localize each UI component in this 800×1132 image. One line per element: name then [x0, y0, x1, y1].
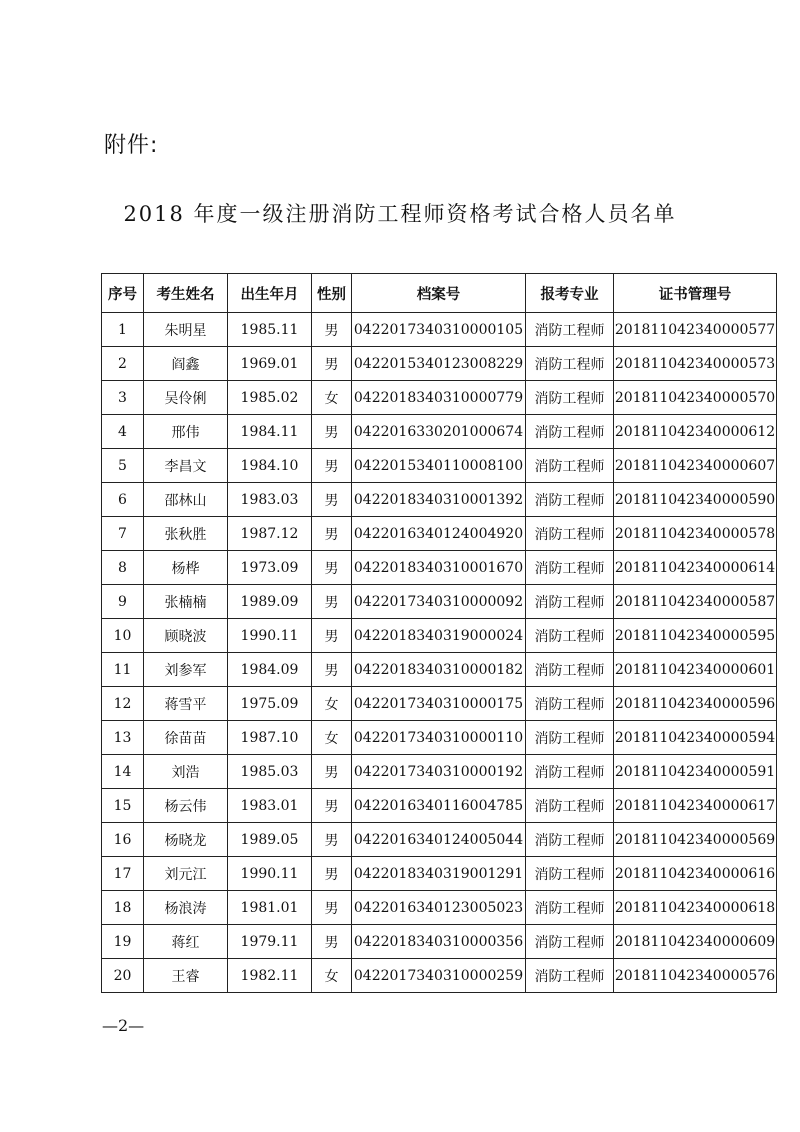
cell-index: 20 [102, 959, 144, 993]
cell-file-no: 0422017340310000259 [352, 959, 526, 993]
cell-gender: 男 [312, 619, 352, 653]
table-row [102, 551, 777, 585]
cell-cert-no: 201811042340000591 [614, 755, 777, 789]
cell-major: 消防工程师 [526, 415, 614, 449]
cell-major: 消防工程师 [526, 483, 614, 517]
attachment-label: 附件: [104, 133, 159, 158]
cell-birth: 1982.11 [228, 959, 312, 993]
cell-name: 阎鑫 [144, 347, 228, 381]
table-row [102, 721, 777, 755]
cell-gender: 男 [312, 823, 352, 857]
cell-major: 消防工程师 [526, 585, 614, 619]
cell-cert-no: 201811042340000617 [614, 789, 777, 823]
col-header-file-no: 档案号 [352, 274, 526, 313]
cell-file-no: 0422016340124004920 [352, 517, 526, 551]
cell-cert-no: 201811042340000601 [614, 653, 777, 687]
cell-cert-no: 201811042340000570 [614, 381, 777, 415]
cell-index: 19 [102, 925, 144, 959]
cell-gender: 男 [312, 925, 352, 959]
cell-birth: 1990.11 [228, 857, 312, 891]
cell-birth: 1983.01 [228, 789, 312, 823]
table-row [102, 483, 777, 517]
table-row [102, 857, 777, 891]
cell-major: 消防工程师 [526, 823, 614, 857]
cell-name: 刘浩 [144, 755, 228, 789]
cell-gender: 男 [312, 415, 352, 449]
cell-name: 蒋红 [144, 925, 228, 959]
table-row [102, 823, 777, 857]
cell-gender: 男 [312, 449, 352, 483]
cell-name: 蒋雪平 [144, 687, 228, 721]
cell-cert-no: 201811042340000614 [614, 551, 777, 585]
cell-file-no: 0422015340110008100 [352, 449, 526, 483]
table-row [102, 585, 777, 619]
cell-name: 邢伟 [144, 415, 228, 449]
cell-birth: 1985.02 [228, 381, 312, 415]
table-header-row [102, 274, 777, 313]
cell-birth: 1985.03 [228, 755, 312, 789]
cell-gender: 男 [312, 347, 352, 381]
cell-index: 10 [102, 619, 144, 653]
cell-file-no: 0422018340310000779 [352, 381, 526, 415]
cell-index: 5 [102, 449, 144, 483]
col-header-index: 序号 [102, 274, 144, 313]
cell-file-no: 0422016340124005044 [352, 823, 526, 857]
table-row [102, 959, 777, 993]
cell-birth: 1979.11 [228, 925, 312, 959]
cell-major: 消防工程师 [526, 517, 614, 551]
cell-file-no: 0422018340310000356 [352, 925, 526, 959]
cell-cert-no: 201811042340000576 [614, 959, 777, 993]
table-row [102, 449, 777, 483]
cell-name: 李昌文 [144, 449, 228, 483]
cell-birth: 1990.11 [228, 619, 312, 653]
cell-major: 消防工程师 [526, 891, 614, 925]
cell-index: 16 [102, 823, 144, 857]
cell-file-no: 0422018340310001670 [352, 551, 526, 585]
table-row [102, 653, 777, 687]
cell-name: 杨云伟 [144, 789, 228, 823]
cell-major: 消防工程师 [526, 381, 614, 415]
cell-index: 14 [102, 755, 144, 789]
cell-birth: 1984.09 [228, 653, 312, 687]
col-header-name: 考生姓名 [144, 274, 228, 313]
cell-cert-no: 201811042340000618 [614, 891, 777, 925]
cell-cert-no: 201811042340000612 [614, 415, 777, 449]
cell-index: 8 [102, 551, 144, 585]
cell-major: 消防工程师 [526, 857, 614, 891]
document-title: 2018 年度一级注册消防工程师资格考试合格人员名单 [123, 202, 677, 226]
cell-birth: 1984.10 [228, 449, 312, 483]
cell-major: 消防工程师 [526, 789, 614, 823]
cell-index: 6 [102, 483, 144, 517]
cell-file-no: 0422016340116004785 [352, 789, 526, 823]
cell-gender: 男 [312, 857, 352, 891]
cell-gender: 男 [312, 891, 352, 925]
cell-birth: 1985.11 [228, 313, 312, 347]
cell-birth: 1987.12 [228, 517, 312, 551]
cell-index: 18 [102, 891, 144, 925]
cell-birth: 1969.01 [228, 347, 312, 381]
cell-name: 朱明星 [144, 313, 228, 347]
cell-cert-no: 201811042340000590 [614, 483, 777, 517]
cell-gender: 男 [312, 517, 352, 551]
col-header-major: 报考专业 [526, 274, 614, 313]
cell-major: 消防工程师 [526, 619, 614, 653]
cell-file-no: 0422017340310000092 [352, 585, 526, 619]
cell-birth: 1987.10 [228, 721, 312, 755]
cell-birth: 1989.05 [228, 823, 312, 857]
cell-major: 消防工程师 [526, 755, 614, 789]
cell-name: 张楠楠 [144, 585, 228, 619]
table-row [102, 619, 777, 653]
cell-index: 1 [102, 313, 144, 347]
qualified-personnel-table [101, 273, 777, 993]
cell-birth: 1983.03 [228, 483, 312, 517]
cell-index: 7 [102, 517, 144, 551]
cell-major: 消防工程师 [526, 551, 614, 585]
table-row [102, 755, 777, 789]
cell-name: 杨桦 [144, 551, 228, 585]
table-row [102, 347, 777, 381]
table-row [102, 517, 777, 551]
cell-major: 消防工程师 [526, 721, 614, 755]
cell-name: 吴伶俐 [144, 381, 228, 415]
cell-file-no: 0422017340310000192 [352, 755, 526, 789]
page-number: —2— [102, 1016, 145, 1035]
cell-gender: 男 [312, 483, 352, 517]
col-header-birth: 出生年月 [228, 274, 312, 313]
cell-gender: 女 [312, 959, 352, 993]
cell-index: 15 [102, 789, 144, 823]
col-header-gender: 性别 [312, 274, 352, 313]
cell-birth: 1984.11 [228, 415, 312, 449]
cell-file-no: 0422018340310001392 [352, 483, 526, 517]
cell-cert-no: 201811042340000573 [614, 347, 777, 381]
cell-name: 顾晓波 [144, 619, 228, 653]
cell-cert-no: 201811042340000607 [614, 449, 777, 483]
cell-gender: 男 [312, 789, 352, 823]
cell-gender: 女 [312, 687, 352, 721]
cell-cert-no: 201811042340000577 [614, 313, 777, 347]
cell-file-no: 0422015340123008229 [352, 347, 526, 381]
cell-gender: 女 [312, 381, 352, 415]
cell-birth: 1989.09 [228, 585, 312, 619]
cell-cert-no: 201811042340000587 [614, 585, 777, 619]
cell-name: 刘元江 [144, 857, 228, 891]
table-row [102, 891, 777, 925]
cell-index: 9 [102, 585, 144, 619]
cell-major: 消防工程师 [526, 449, 614, 483]
table-row [102, 687, 777, 721]
cell-major: 消防工程师 [526, 687, 614, 721]
cell-file-no: 0422017340310000105 [352, 313, 526, 347]
cell-file-no: 0422018340310000182 [352, 653, 526, 687]
cell-gender: 男 [312, 313, 352, 347]
cell-cert-no: 201811042340000595 [614, 619, 777, 653]
cell-cert-no: 201811042340000609 [614, 925, 777, 959]
cell-index: 13 [102, 721, 144, 755]
cell-index: 4 [102, 415, 144, 449]
col-header-cert-no: 证书管理号 [614, 274, 777, 313]
cell-gender: 男 [312, 585, 352, 619]
cell-major: 消防工程师 [526, 347, 614, 381]
cell-cert-no: 201811042340000594 [614, 721, 777, 755]
cell-name: 刘参军 [144, 653, 228, 687]
table-row [102, 925, 777, 959]
cell-name: 张秋胜 [144, 517, 228, 551]
table-row [102, 381, 777, 415]
cell-name: 王睿 [144, 959, 228, 993]
table-row [102, 789, 777, 823]
cell-major: 消防工程师 [526, 653, 614, 687]
cell-birth: 1973.09 [228, 551, 312, 585]
cell-index: 12 [102, 687, 144, 721]
table-row [102, 313, 777, 347]
cell-gender: 女 [312, 721, 352, 755]
cell-file-no: 0422016340123005023 [352, 891, 526, 925]
cell-birth: 1981.01 [228, 891, 312, 925]
cell-major: 消防工程师 [526, 313, 614, 347]
cell-file-no: 0422017340310000175 [352, 687, 526, 721]
cell-cert-no: 201811042340000569 [614, 823, 777, 857]
cell-cert-no: 201811042340000596 [614, 687, 777, 721]
cell-name: 邵林山 [144, 483, 228, 517]
cell-major: 消防工程师 [526, 925, 614, 959]
cell-file-no: 0422018340319000024 [352, 619, 526, 653]
cell-gender: 男 [312, 551, 352, 585]
cell-file-no: 0422017340310000110 [352, 721, 526, 755]
table-row [102, 415, 777, 449]
cell-name: 杨晓龙 [144, 823, 228, 857]
cell-cert-no: 201811042340000578 [614, 517, 777, 551]
cell-gender: 男 [312, 653, 352, 687]
cell-file-no: 0422016330201000674 [352, 415, 526, 449]
cell-name: 徐苗苗 [144, 721, 228, 755]
cell-major: 消防工程师 [526, 959, 614, 993]
cell-index: 3 [102, 381, 144, 415]
cell-gender: 男 [312, 755, 352, 789]
cell-index: 2 [102, 347, 144, 381]
cell-birth: 1975.09 [228, 687, 312, 721]
cell-index: 17 [102, 857, 144, 891]
cell-index: 11 [102, 653, 144, 687]
cell-name: 杨浪涛 [144, 891, 228, 925]
cell-cert-no: 201811042340000616 [614, 857, 777, 891]
cell-file-no: 0422018340319001291 [352, 857, 526, 891]
